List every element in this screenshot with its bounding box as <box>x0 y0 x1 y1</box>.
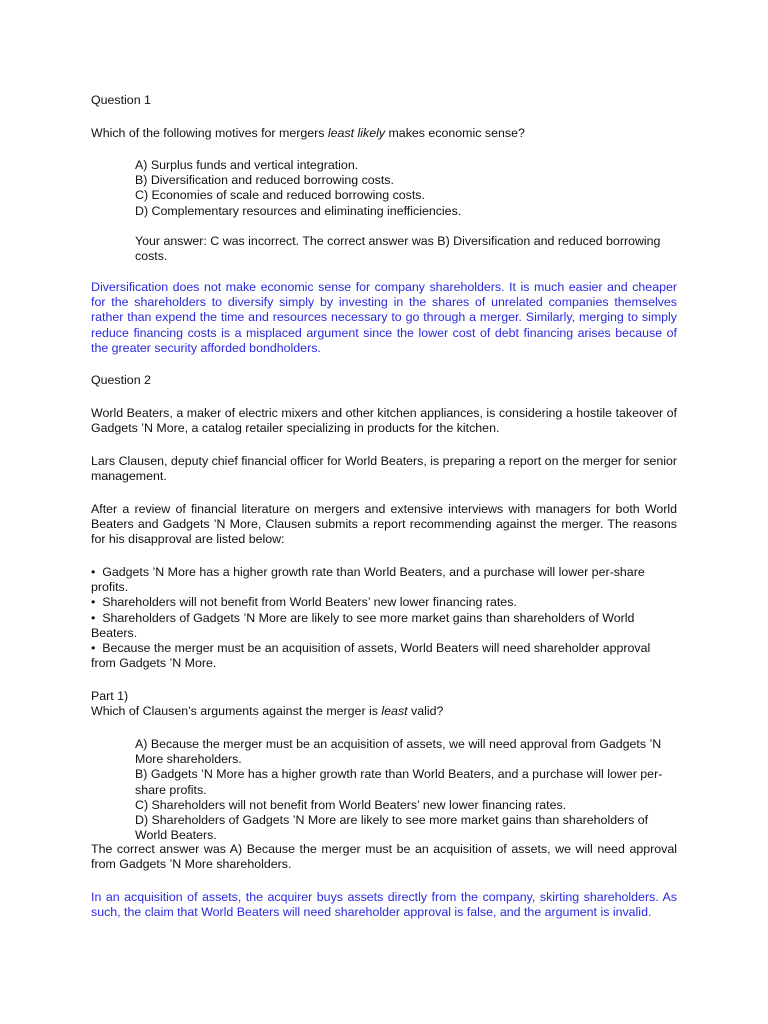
clausen-reasons-list <box>91 565 677 671</box>
list-item-text: Gadgets ’N More has a higher growth rate than World Beaters, and a purchase will lower per-share profits. <box>91 565 645 595</box>
question-1-heading: Question 1 <box>91 93 151 107</box>
part-1-prompt <box>91 704 677 719</box>
question-2-heading: Question 2 <box>91 373 151 387</box>
question-2-paragraph-2: Lars Clausen, deputy chief financial officer for World Beaters, is preparing a report on the merger for senior management. <box>91 454 677 484</box>
option-c: C) Shareholders will not benefit from World Beaters’ new lower financing rates. <box>135 797 567 812</box>
question-2-paragraph-1: World Beaters, a maker of electric mixers and other kitchen appliances, is considering a hostile takeover of Gadgets ’N More, a catalog retailer specializing in products for the kitchen. <box>91 406 677 436</box>
bullet: • <box>91 610 96 625</box>
prompt-text: makes economic sense? <box>385 126 525 140</box>
correct-answer-text: The correct answer was A) Because the merger must be an acquisition of assets, we will need approval from Gadgets ’N More shareholders. <box>91 842 677 872</box>
question-1-prompt <box>91 126 677 141</box>
question-1-options <box>135 158 677 219</box>
part-1-options <box>135 737 671 843</box>
part-1-explanation: In an acquisition of assets, the acquirer buys assets directly from the company, skirting shareholders. As such, the claim that World Beaters will need shareholder approval is false, and the argument is invalid. <box>91 890 677 920</box>
bullet: • <box>91 595 96 610</box>
your-answer-text: Your answer: C was incorrect. The correct answer was B) Diversification and reduced borrowing costs. <box>135 234 661 264</box>
option-a: A) Surplus funds and vertical integration. <box>135 158 359 172</box>
prompt-text: Which of Clausen’s arguments against the merger is <box>91 704 382 718</box>
prompt-text: Which of the following motives for mergers <box>91 126 328 140</box>
list-item <box>91 595 677 610</box>
bullet: • <box>91 641 96 656</box>
part-1-label: Part 1) <box>91 689 129 703</box>
option-a: A) Because the merger must be an acquisition of assets, we will need approval from Gadgets ’N More shareholders. <box>135 737 662 767</box>
question-1-explanation: Diversification does not make economic sense for company shareholders. It is much easier and cheaper for the shareholders to diversify simply by investing in the shares of unrelated companies themselves rather than expend the time and resources necessary to go through a merger. Similarly, merging to simply reduce financing costs is a misplaced argument since the lower cost of debt financing arises because of the greater security afforded bondholders. <box>91 280 677 355</box>
list-item <box>91 565 677 595</box>
list-item-text: Shareholders will not benefit from World Beaters’ new lower financing rates. <box>102 595 517 610</box>
list-item <box>91 611 677 641</box>
prompt-emphasis: least likely <box>327 126 386 140</box>
prompt-text: valid? <box>407 704 444 718</box>
bullet: • <box>91 565 96 579</box>
option-b: B) Diversification and reduced borrowing costs. <box>135 173 394 188</box>
option-c: C) Economies of scale and reduced borrowing costs. <box>135 188 425 203</box>
list-item-text: Because the merger must be an acquisition of assets, World Beaters will need shareholder approval from Gadgets ’N More. <box>91 641 651 671</box>
list-item <box>91 641 677 671</box>
option-d: D) Complementary resources and eliminating inefficiencies. <box>135 203 462 218</box>
option-d: D) Shareholders of Gadgets ’N More are likely to see more market gains than shareholders of World Beaters. <box>135 813 649 843</box>
question-2-paragraph-3: After a review of financial literature on mergers and extensive interviews with managers for both World Beaters and Gadgets ’N More, Clausen submits a report recommending against the merger. The reasons for his disapproval are listed below: <box>91 502 677 547</box>
option-b: B) Gadgets ’N More has a higher growth rate than World Beaters, and a purchase will lower per-share profits. <box>135 767 663 797</box>
prompt-emphasis: least <box>381 704 408 718</box>
list-item-text: Shareholders of Gadgets ’N More are likely to see more market gains than shareholders of World Beaters. <box>91 610 635 640</box>
